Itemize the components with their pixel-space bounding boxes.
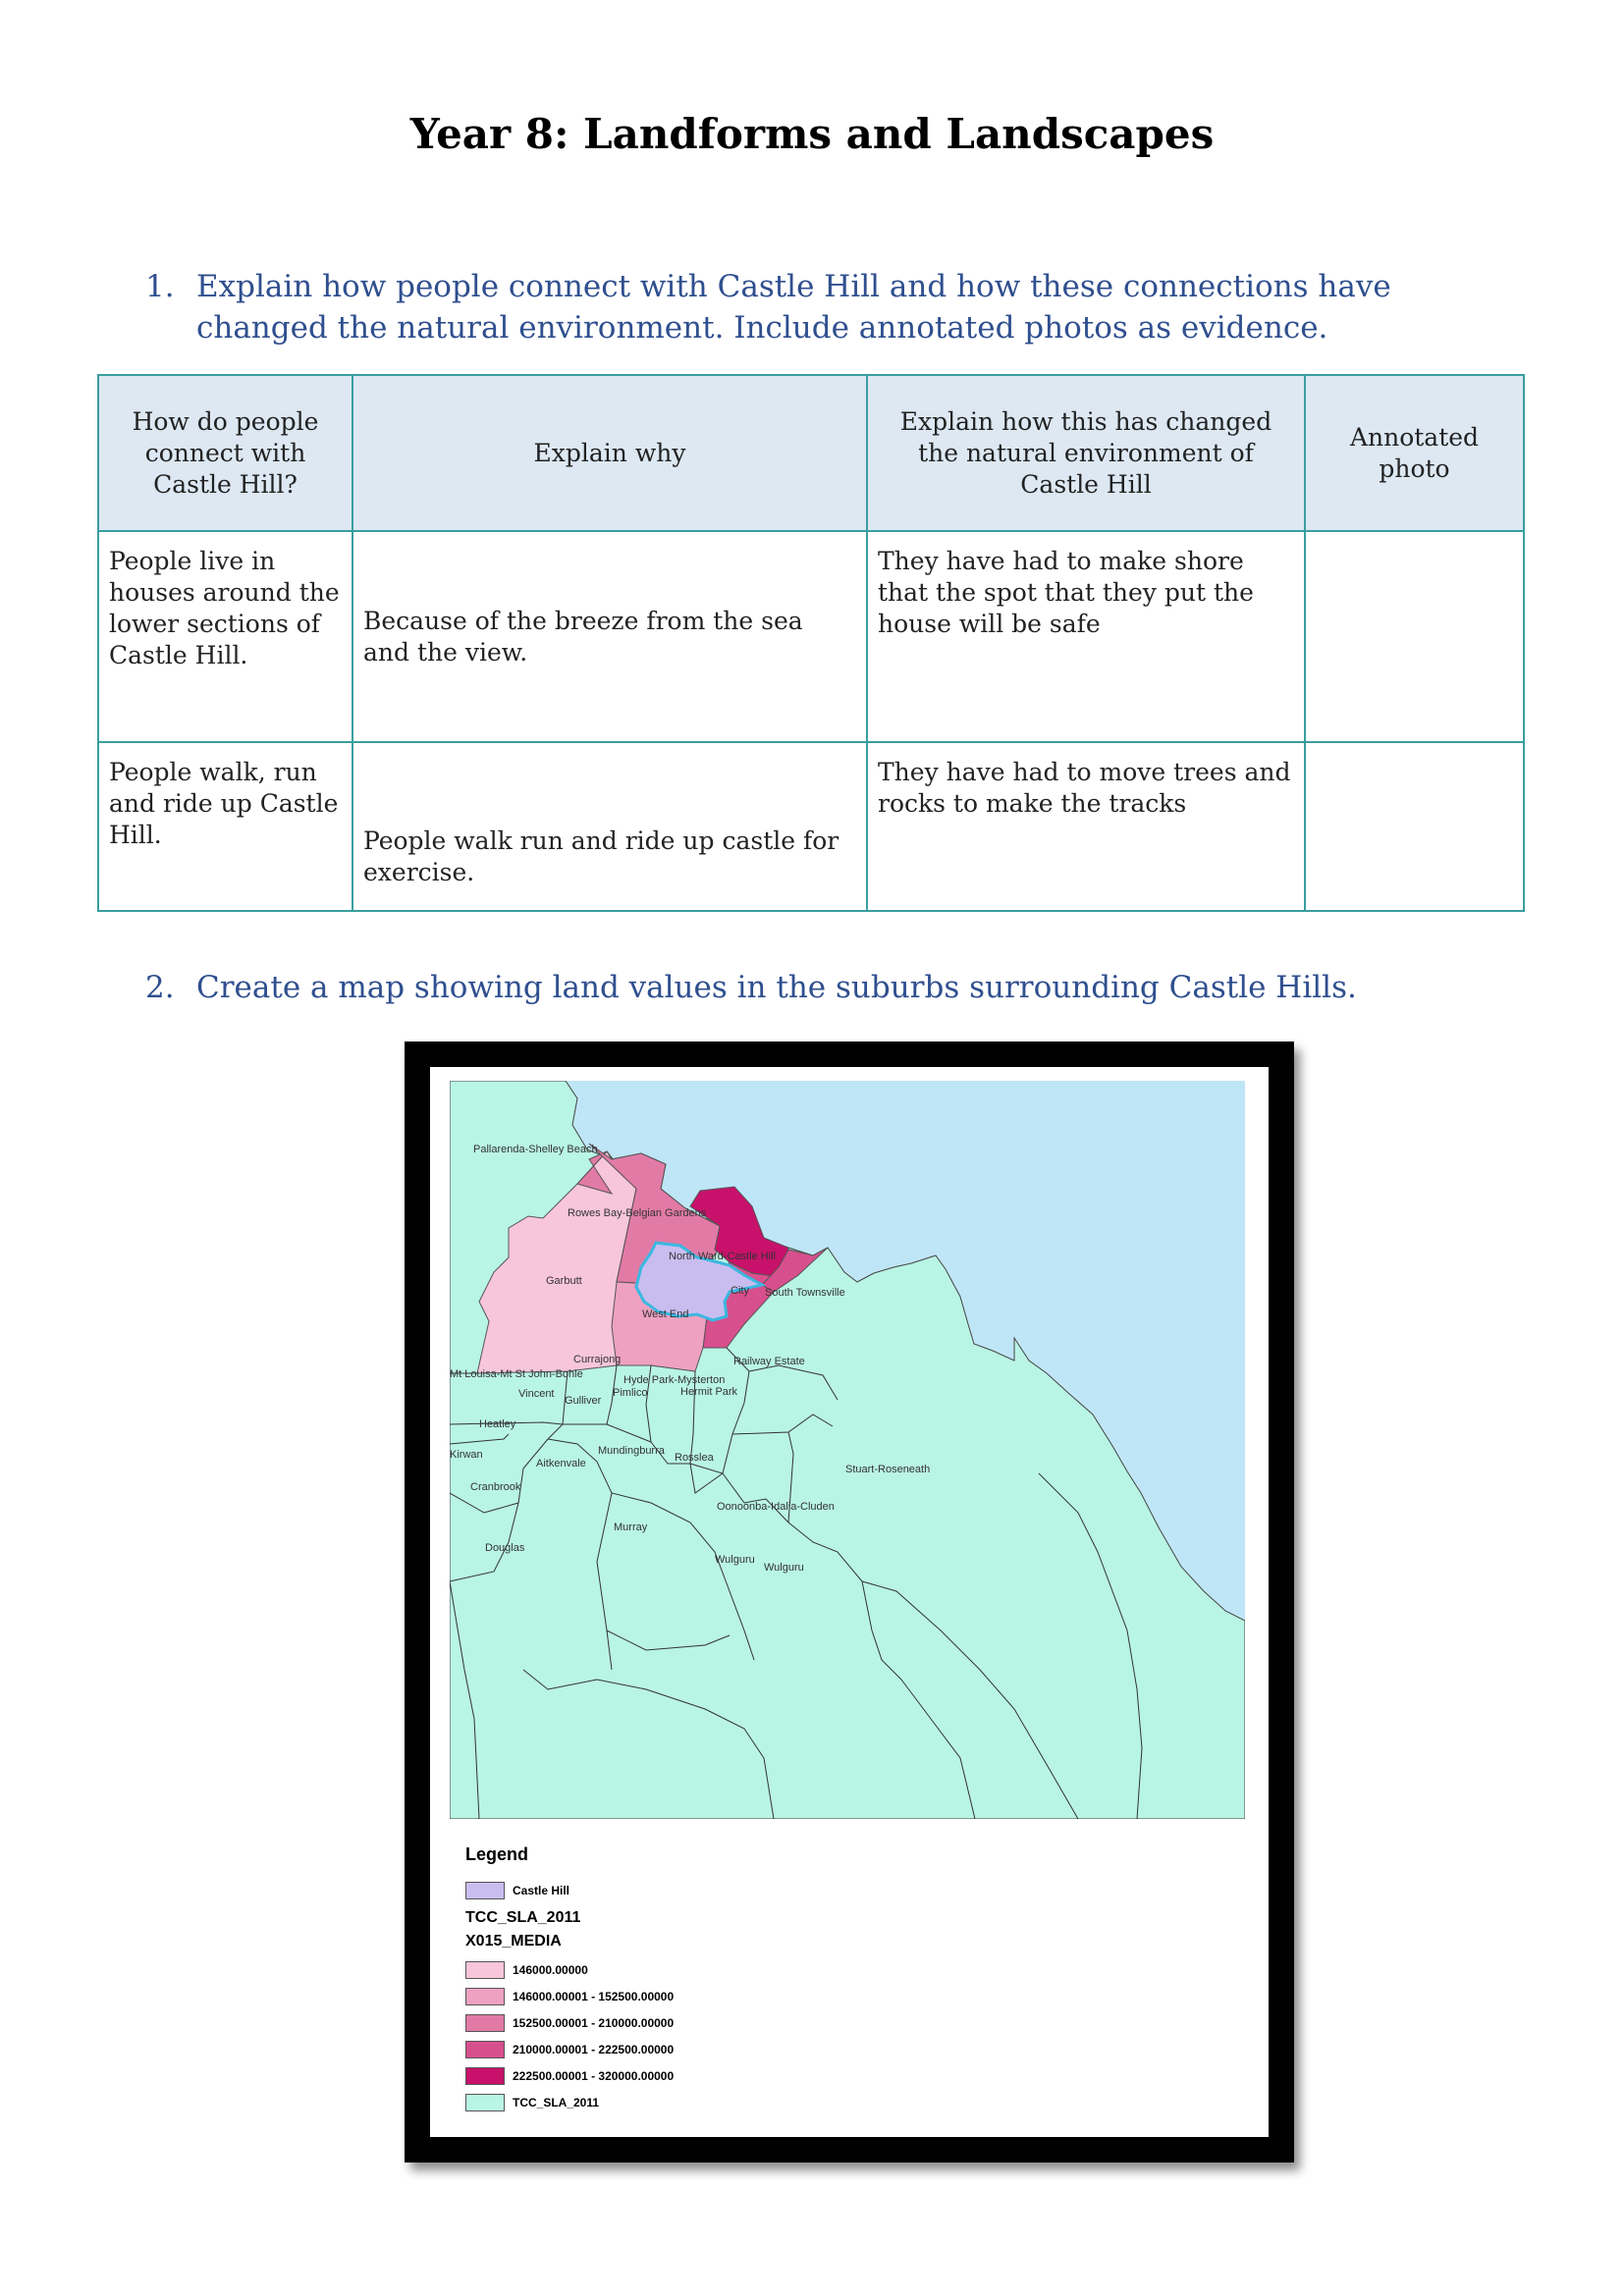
label-south-townsville: South Townsville [765, 1287, 845, 1299]
table-row [98, 531, 1524, 742]
legend-label: 146000.00000 [513, 1962, 588, 1977]
legend-item [465, 2089, 674, 2115]
label-kirwan: Kirwan [450, 1449, 483, 1461]
map-panel [430, 1067, 1269, 2137]
legend-item [465, 2062, 674, 2089]
legend-swatch [465, 1988, 505, 2005]
label-oonoonba: Oonoonba-Idalia-Cluden [717, 1501, 835, 1513]
header-environment-change: Explain how this has changed the natural environment of Castle Hill [867, 375, 1305, 531]
legend-label: 152500.00001 - 210000.00000 [513, 2015, 675, 2030]
legend-label: 210000.00001 - 222500.00000 [513, 2042, 675, 2056]
legend-field: X015_MEDIA [465, 1933, 562, 1949]
table-cell[interactable]: They have had to move trees and rocks to make the tracks [867, 742, 1305, 911]
label-heatley: Heatley [479, 1418, 516, 1430]
label-wulguru-2: Wulguru [764, 1562, 804, 1574]
label-city: City [731, 1285, 749, 1297]
label-railway-estate: Railway Estate [733, 1356, 805, 1367]
legend-swatch [465, 2014, 505, 2032]
legend-item [465, 2009, 674, 2036]
legend-label: 222500.00001 - 320000.00000 [513, 2068, 675, 2083]
table-cell[interactable]: People live in houses around the lower sections of Castle Hill. [98, 531, 352, 742]
label-douglas: Douglas [485, 1542, 525, 1554]
question-1 [145, 266, 1500, 348]
label-aitkenvale: Aitkenvale [536, 1458, 586, 1469]
header-explain-why: Explain why [352, 375, 867, 531]
question-text: Create a map showing land values in the suburbs surrounding Castle Hills. [196, 970, 1357, 1005]
table-cell[interactable]: They have had to make shore that the spot that they put the house will be safe [867, 531, 1305, 742]
question-number: 1. [145, 269, 175, 304]
table-header-row [98, 375, 1524, 531]
label-rowes-bay: Rowes Bay-Belgian Gardens [568, 1207, 707, 1219]
question-text: Explain how people connect with Castle Hill and how these connections have changed the natural environment. Include annotated photos as evidence. [196, 269, 1391, 346]
label-pallarenda: Pallarenda-Shelley Beach [473, 1144, 598, 1155]
legend-swatch [465, 2094, 505, 2111]
header-connection: How do people connect with Castle Hill? [98, 375, 352, 531]
label-mt-louisa: Mt Louisa-Mt St John-Bohle [450, 1368, 583, 1380]
legend-swatch [465, 2067, 505, 2085]
connections-table [97, 374, 1525, 912]
legend-label: TCC_SLA_2011 [513, 2095, 600, 2109]
legend-swatch [465, 1961, 505, 1979]
label-pimlico: Pimlico [613, 1387, 648, 1399]
label-west-end: West End [642, 1308, 689, 1320]
label-stuart-roseneath: Stuart-Roseneath [845, 1464, 931, 1475]
label-rosslea: Rosslea [675, 1452, 714, 1464]
map-legend [465, 1844, 674, 2115]
legend-item [465, 1983, 674, 2009]
legend-label: Castle Hill [513, 1883, 570, 1897]
legend-item [465, 1956, 674, 1983]
label-cranbrook: Cranbrook [470, 1481, 521, 1493]
label-north-ward: North Ward-Castle Hill [669, 1251, 777, 1262]
legend-layer: TCC_SLA_2011 [465, 1909, 581, 1926]
table-cell[interactable]: Because of the breeze from the sea and the view. [352, 531, 867, 742]
table-row [98, 742, 1524, 911]
page-title: Year 8: Landforms and Landscapes [409, 110, 1215, 158]
legend-swatch [465, 1882, 505, 1899]
map-frame [405, 1041, 1294, 2163]
label-murray: Murray [614, 1522, 648, 1533]
table-cell[interactable]: People walk, run and ride up Castle Hill. [98, 742, 352, 911]
label-hyde-park: Hyde Park-Mysterton [623, 1374, 726, 1386]
table-cell[interactable] [1305, 742, 1524, 911]
legend-title: Legend [465, 1844, 529, 1864]
legend-swatch [465, 2041, 505, 2058]
legend-item [465, 2036, 674, 2062]
question-2 [145, 967, 1500, 1008]
table-cell[interactable] [1305, 531, 1524, 742]
table-cell[interactable]: People walk run and ride up castle for exercise. [352, 742, 867, 911]
label-garbutt: Garbutt [546, 1275, 582, 1287]
question-number: 2. [145, 970, 175, 1005]
label-hermit-park: Hermit Park [680, 1386, 738, 1398]
legend-label: 146000.00001 - 152500.00000 [513, 1989, 675, 2003]
label-mundingburra: Mundingburra [598, 1445, 665, 1457]
label-gulliver: Gulliver [565, 1395, 602, 1407]
label-wulguru: Wulguru [715, 1554, 755, 1566]
header-annotated-photo: Annotated photo [1305, 375, 1524, 531]
legend-item [465, 1877, 674, 1903]
label-currajong: Currajong [573, 1354, 622, 1365]
land-value-map [450, 1081, 1245, 1819]
label-vincent: Vincent [518, 1388, 555, 1400]
